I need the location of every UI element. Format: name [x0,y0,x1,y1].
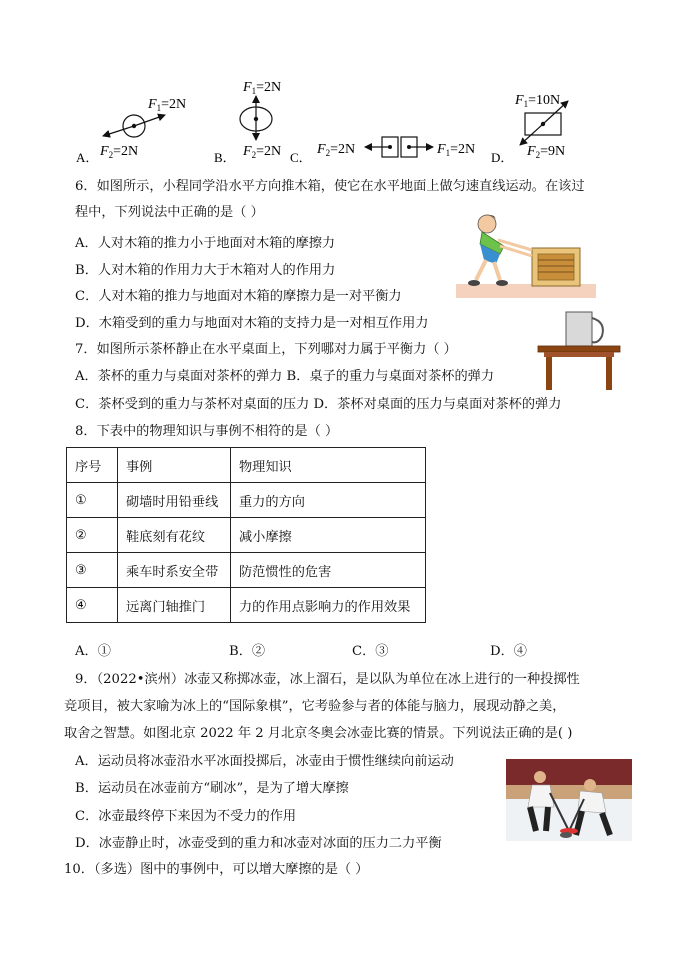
table-cell: ③ [67,553,118,588]
q8-option-a: A．① [75,644,111,659]
q6-option-d: D．木箱受到的重力与地面对木箱的支持力是一对相互作用力 [75,316,429,331]
table-cell: 减小摩擦 [231,518,426,553]
table-cell: ① [67,483,118,518]
q8-option-d: D．④ [490,644,527,659]
q8-stem: 8．下表中的物理知识与事例不相符的是（ ） [75,424,339,439]
table-row [67,553,426,588]
q8-table [66,447,426,623]
table-cell: 乘车时系安全带 [118,553,231,588]
q5-force-diagrams [0,0,688,170]
table-top [538,346,620,352]
q9-option-a: A．运动员将冰壶沿水平冰面投掷后，冰壶由于惯性继续向前运动 [75,754,454,769]
curling-photo [506,759,632,841]
svg-text:F2=2N: $F_2=2N$ [317,142,356,158]
svg-text:F1=2N: $F_1=2N$ [437,142,476,158]
q9-stem-line1: 9．（2022•滨州）冰壶又称掷冰壶，冰上溜石，是以队为单位在冰上进行的一种投掷性 [75,672,580,687]
table-row [67,588,426,623]
cup-on-table-figure [536,308,622,392]
q7-options-cd: C．茶杯受到的重力与茶杯对桌面的压力 D．茶杯对桌面的压力与桌面对茶杯的弹力 [75,397,562,412]
table-cell: 远离门轴推门 [118,588,231,623]
table-cell: 砌墙时用铅垂线 [118,483,231,518]
q10-stem: 10．（多选）图中的事例中，可以增大摩擦的是（ ） [64,862,369,877]
table-cell: 重力的方向 [231,483,426,518]
header-cell: 物理知识 [231,448,426,483]
q6-option-a: A．人对木箱的推力小于地面对木箱的摩擦力 [75,236,336,251]
boy-pushing-box-figure [454,210,600,300]
q5-option-a-diagram [76,97,186,165]
header-cell: 事例 [118,448,231,483]
q8-option-c: C．③ [352,644,389,659]
q6-option-b: B．人对木箱的作用力大于木箱对人的作用力 [75,263,336,278]
option-letter-d: D． [491,150,514,165]
q9-stem-line3: 取舍之智慧。如图北京 2022 年 2 月北京冬奥会冰壶比赛的情景。下列说法正确的是( ) [64,726,573,741]
q6-stem-line1: 6．如图所示，小程同学沿水平方向推木箱，使它在水平地面上做匀速直线运动。在该过 [75,179,585,194]
option-letter-a: A． [76,150,99,165]
table-leg-right [606,357,612,390]
table-cell: 鞋底刻有花纹 [118,518,231,553]
boy-head [478,215,496,233]
q7-stem: 7．如图所示茶杯静止在水平桌面上，下列哪对力属于平衡力（ ） [75,342,457,357]
q5-option-d-diagram [491,93,568,165]
q6-stem-line2: 程中，下列说法中正确的是（ ） [75,205,264,220]
force-arrow-f2 [103,126,134,136]
table-cell: ② [67,518,118,553]
table-leg-left [546,357,552,390]
q5-option-b-diagram [214,80,281,165]
q9-option-c: C．冰壶最终停下来因为不受力的作用 [75,809,297,824]
table-header-row [67,448,426,483]
table-cell: 防范惯性的危害 [231,553,426,588]
option-letter-c: C． [290,150,312,165]
table-cell: 力的作用点影响力的作用效果 [231,588,426,623]
svg-text:F2=9N: $F_2=9N$ [527,144,566,160]
tea-cup [566,312,592,346]
svg-text:F2=2N: $F_2=2N$ [243,144,282,160]
table-row [67,483,426,518]
q7-options-ab: A．茶杯的重力与桌面对茶杯的弹力 B．桌子的重力与桌面对茶杯的弹力 [75,369,495,384]
option-letter-b: B． [214,150,236,165]
q9-stem-line2: 竞项目，被大家喻为冰上的“国际象棋”，它考验参与者的体能与脑力，展现动静之美， [64,699,566,714]
q6-option-c: C．人对木箱的推力与地面对木箱的摩擦力是一对平衡力 [75,289,402,304]
header-cell: 序号 [67,448,118,483]
q9-option-d: D．冰壶静止时，冰壶受到的重力和冰壶对冰面的压力二力平衡 [75,836,442,851]
q9-option-b: B．运动员在冰壶前方“刷冰”，是为了增大摩擦 [75,781,349,796]
svg-text:F1=2N: $F_1=2N$ [148,97,187,113]
table-row [67,518,426,553]
q8-option-b: B．② [229,644,266,659]
svg-text:F1=10N: $F_1=10N$ [515,93,561,109]
q5-option-c-diagram [290,137,475,165]
table-cell: ④ [67,588,118,623]
svg-text:F2=2N: $F_2=2N$ [100,144,139,160]
svg-text:F1=2N: $F_1=2N$ [243,80,282,96]
